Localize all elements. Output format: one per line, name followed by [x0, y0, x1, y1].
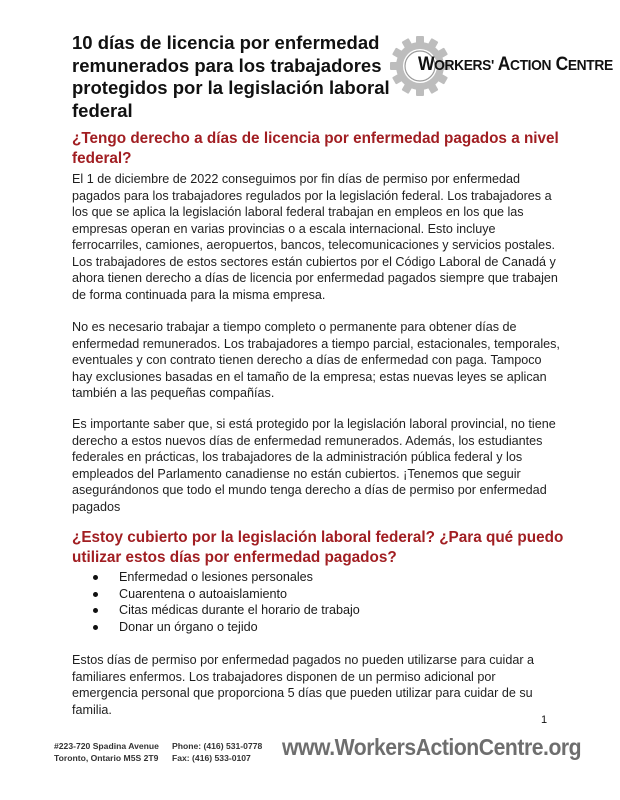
logo-letter: ENTRE: [567, 57, 613, 74]
section1-paragraph: El 1 de diciembre de 2022 conseguimos por fin días de permiso por enfermedad pagados para los trabajadores regulados por la legislación federal. Los trabajadores a los que se aplica la legislación laboral federal trabajan en empleos en los que las empresas operan en varias provincias o a escala internacional. Esto incluye ferrocarriles, camiones, aeropuertos, bancos, telecomunicaciones y servicios postales. Los trabajadores de estos sectores están cubiertos por el Código Laboral de Canadá y ahora tienen derecho a días de licencia por enfermedad pagados siempre que trabajen de forma continuada para la misma empresa.: [72, 172, 558, 302]
footer-address: [54, 740, 159, 764]
logo-letter: A: [493, 54, 510, 75]
fax-number: Fax: (416) 533-0107: [172, 753, 251, 763]
uses-list: [72, 569, 360, 635]
logo-letter: ORKERS': [434, 57, 494, 74]
logo-letter: C: [551, 54, 568, 75]
section1-paragraph: No es necesario trabajar a tiempo completo o permanente para obtener días de enfermedad remunerados. Los trabajadores a tiempo parcial, estacionales, temporales, eventuales y con contrato tienen derecho a días de enfermedad con paga. Tampoco hay exclusiones basadas en el tamaño de la empresa; estas nuevas leyes se aplican también a las pequeñas compañías.: [72, 320, 560, 400]
section2-heading: ¿Estoy cubierto por la legislación laboral federal? ¿Para qué puedo utilizar estos días por enfermedad pagados?: [72, 529, 564, 566]
address-line: Toronto, Ontario M5S 2T9: [54, 753, 159, 763]
page-number: 1: [541, 714, 548, 726]
logo-letter: CTION: [510, 57, 552, 74]
list-item: Enfermedad o lesiones personales: [119, 569, 360, 586]
website-link[interactable]: www.WorkersActionCentre.org: [282, 734, 582, 760]
logo-wordmark: [418, 54, 613, 76]
section1-paragraph: Es importante saber que, si está protegido por la legislación laboral provincial, no tiene derecho a estos nuevos días de enfermedad remunerados. Además, los estudiantes federales en prácticas, los trabajadores de la administración pública federal y los empleados del Parlamento canadiense no están cubiertos. ¡Tenemos que seguir asegurándonos que todo el mundo tenga derecho a días de permiso por enfermedad pagados: [72, 417, 556, 514]
list-item: Citas médicas durante el horario de trabajo: [119, 603, 360, 617]
phone-number: Phone: (416) 531-0778: [172, 741, 263, 751]
section1-heading: ¿Tengo derecho a días de licencia por enfermedad pagados a nivel federal?: [72, 130, 559, 167]
section2-paragraph: Estos días de permiso por enfermedad pagados no pueden utilizarse para cuidar a familiares enfermos. Los trabajadores disponen de un permiso adicional por emergencia personal que proporciona 5 días que pueden utilizar para cuidar de su familia.: [72, 653, 535, 717]
footer-contact: [172, 740, 262, 764]
workers-action-centre-logo: [388, 34, 613, 96]
list-item: Cuarentena o autoaislamiento: [119, 586, 360, 603]
list-item: Donar un órgano o tejido: [119, 619, 360, 636]
document-title: 10 días de licencia por enfermedad remunerados para los trabajadores protegidos por la legislación laboral federal: [72, 32, 390, 121]
logo-letter: W: [418, 54, 435, 75]
address-line: #223-720 Spadina Avenue: [54, 741, 159, 751]
